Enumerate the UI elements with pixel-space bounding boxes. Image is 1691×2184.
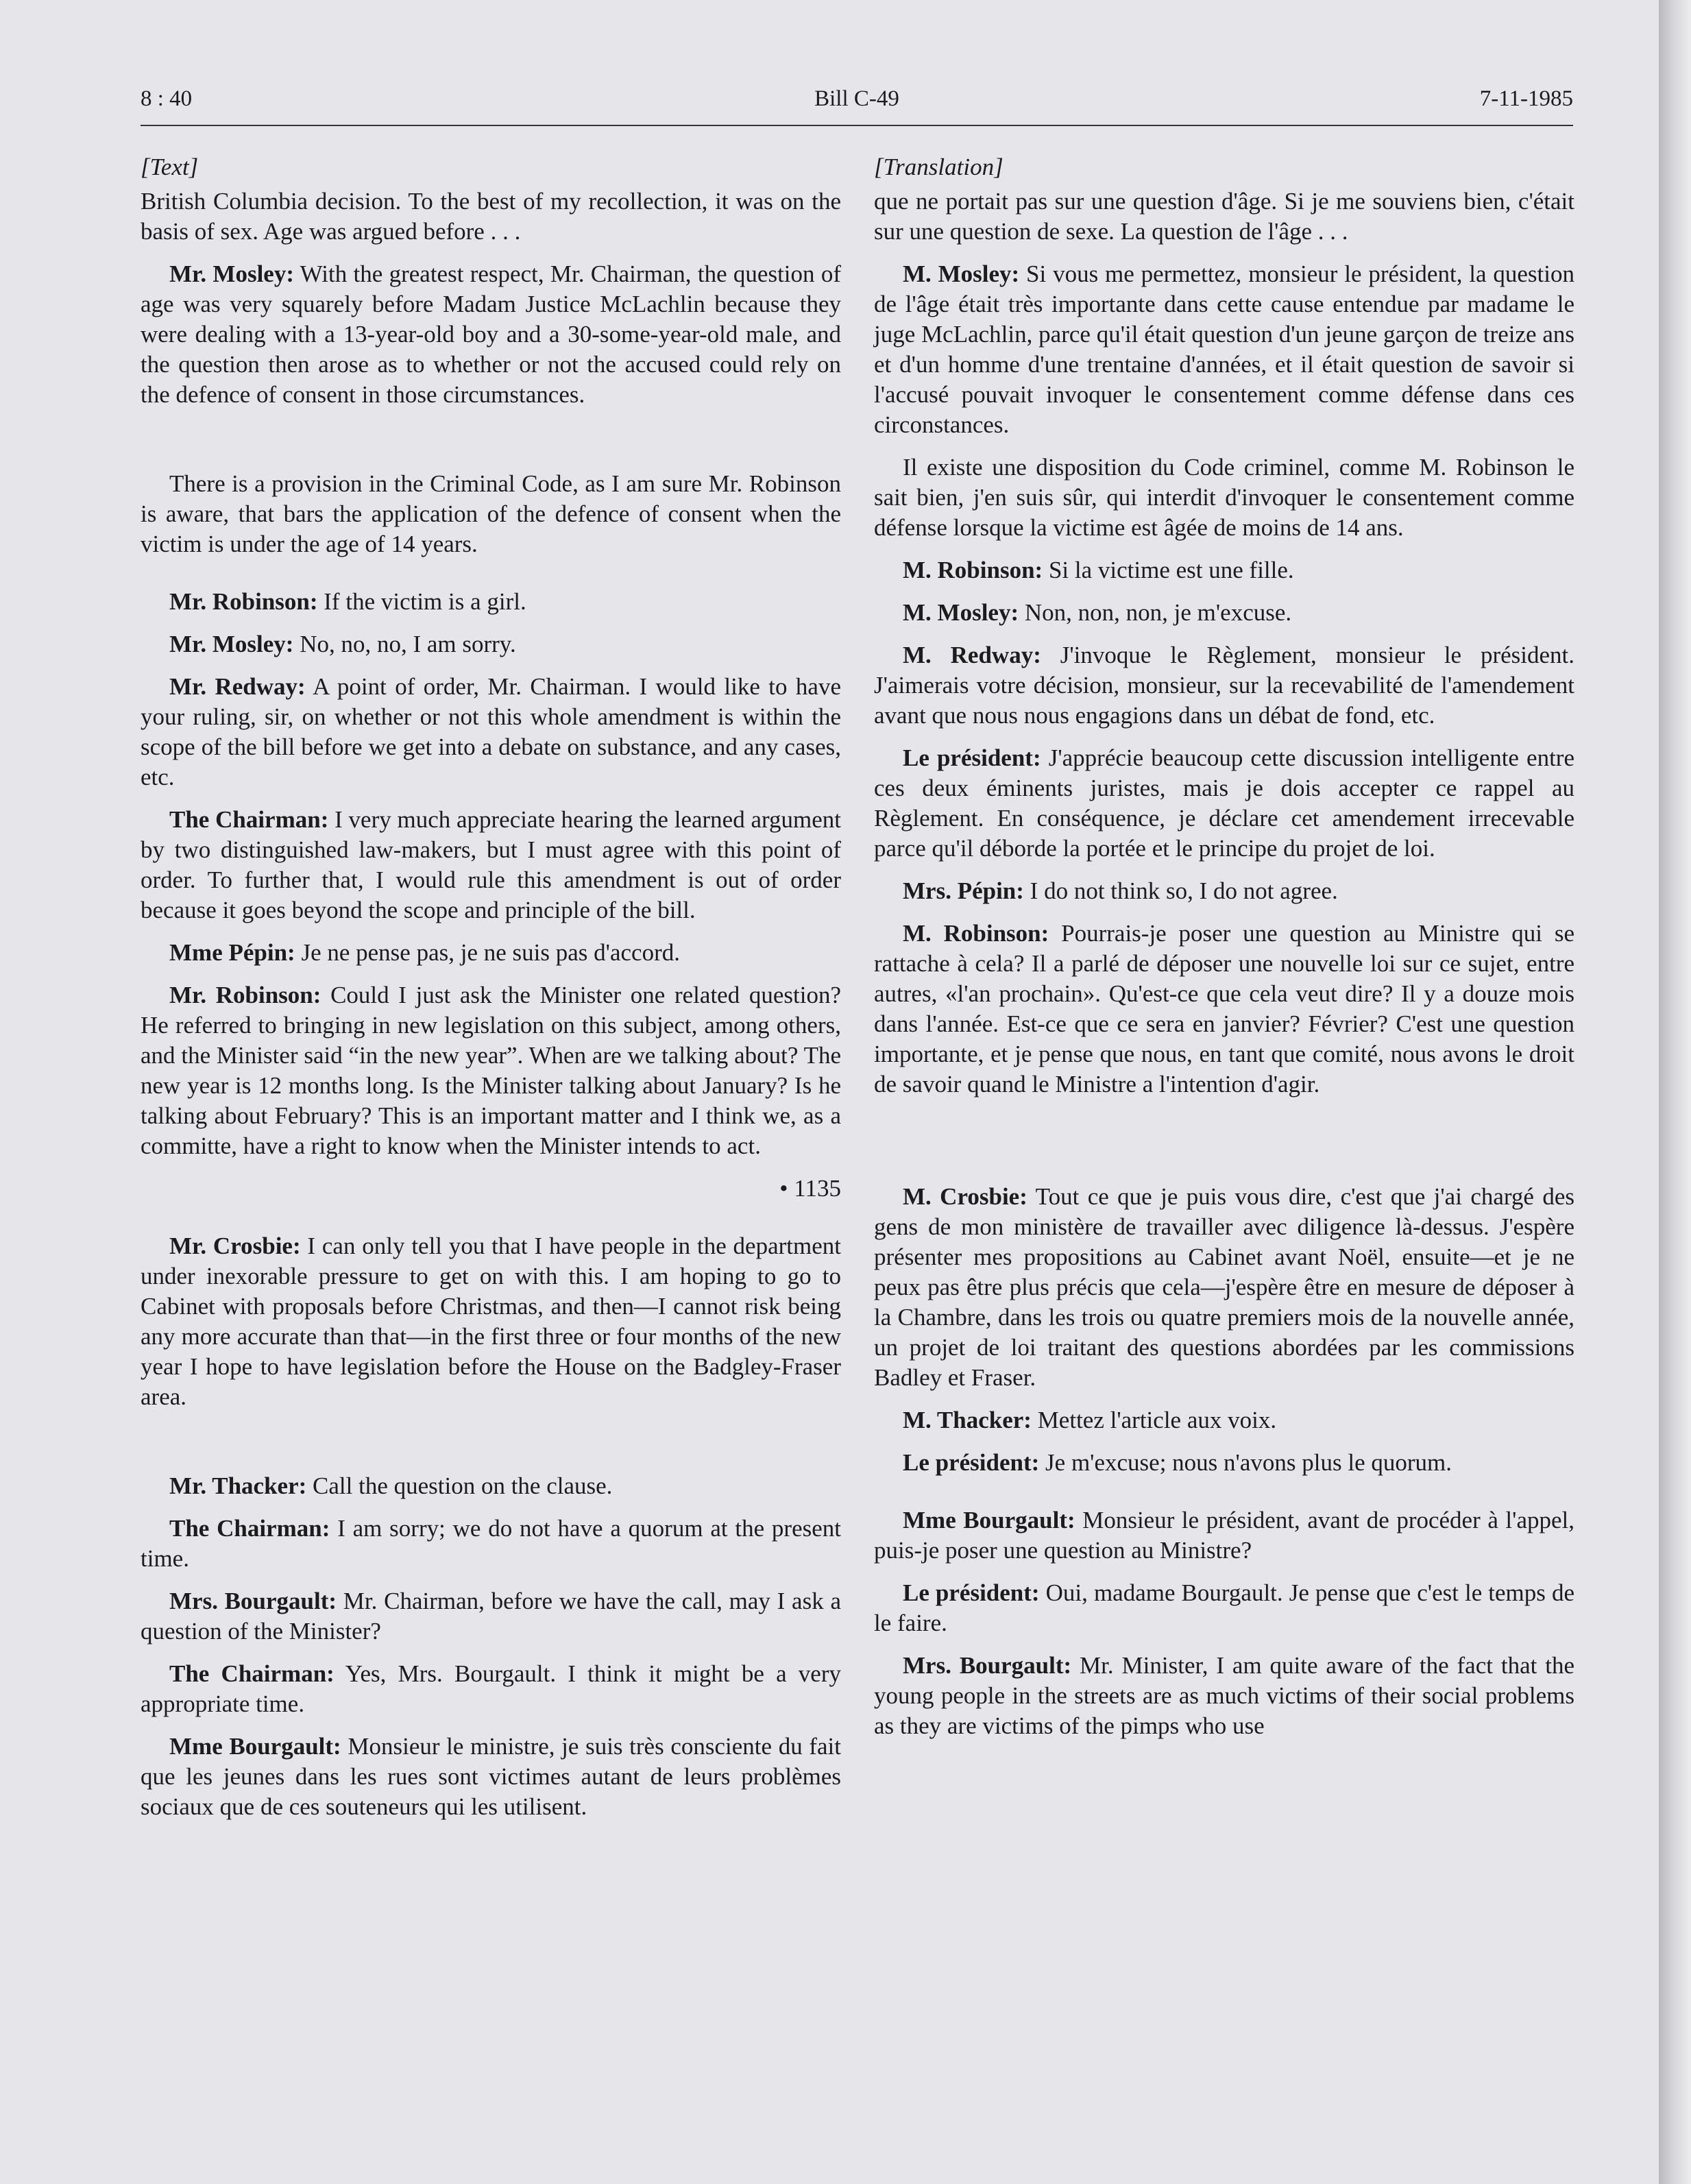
speech-text: Tout ce que je puis vous dire, c'est que j'ai chargé des gens de mon ministère de travailler avec diligence là-dessus. J'espère présenter mes propositions au Cabinet avant Noël, ensuite—et je ne peux pas être plus précis que cela—j'espère être en mesure de déposer à la Chambre, dans les trois ou quatre premiers mois de la nouvelle année, un projet de loi traitant des questions abordées par les commissions Badley et Fraser. — [874, 1183, 1574, 1391]
paragraph — [141, 938, 841, 968]
speech-text: Monsieur le ministre, je suis très consciente du fait que les jeunes dans les rues sont victimes autant de leurs problèmes sociaux que de ces souteneurs qui les utilisent. — [141, 1733, 841, 1820]
speaker-name: Mr. Redway: — [169, 673, 306, 700]
speaker-name: Mme Bourgault: — [903, 1507, 1075, 1533]
paragraph: Il existe une disposition du Code criminel, comme M. Robinson le sait bien, j'en suis sûr, qui interdit d'invoquer le consentement comme défense lorsque la victime est âgée de moins de 14 ans. — [874, 454, 1574, 541]
speech-text: Could I just ask the Minister one related question? He referred to bringing in new legislation on this subject, among others, and the Minister said “in the new year”. When are we talking about? The new year is 12 months long. Is the Minister talking about January? Is he talking about February? This is an important matter and I think we, as a committe, have a right to know when the Minister intends to act. — [141, 982, 841, 1159]
paragraph — [874, 259, 1574, 440]
speech-text: Si la victime est une fille. — [1043, 557, 1294, 583]
column-label: [Text] — [141, 154, 199, 180]
speech-text: I can only tell you that I have people in the department under inexorable pressure to get on with this. I am hoping to go to Cabinet with proposals before Christmas, and then—I cannot risk being any more accurate than that—in the first three or four months of the new year I hope to have legislation before the House on the Badgley-Fraser area. — [141, 1233, 841, 1410]
speech-text: Je m'excuse; nous n'avons plus le quorum. — [1039, 1449, 1452, 1476]
speech-text: Si vous me permettez, monsieur le président, la question de l'âge était très importante dans cette cause entendue par madame le juge McLachlin, parce qu'il était question d'un jeune garçon de treize ans et d'un homme d'une trentaine d'années, et il était question de savoir si l'accusé pouvait invoquer le consentement comme défense dans ces circonstances. — [874, 260, 1574, 438]
paragraph — [874, 1405, 1574, 1435]
paragraph — [874, 555, 1574, 585]
speech-text: Monsieur le président, avant de procéder à l'appel, puis-je poser une question au Ministre? — [874, 1507, 1574, 1564]
speech-text: I am sorry; we do not have a quorum at the present time. — [141, 1515, 841, 1572]
paragraph: There is a provision in the Criminal Code, as I am sure Mr. Robinson is aware, that bars the application of the defence of consent when the victim is under the age of 14 years. — [141, 470, 841, 557]
paragraph — [141, 672, 841, 792]
paragraph — [874, 1448, 1574, 1478]
speech-text: Pourrais-je poser une question au Ministre qui se rattache à cela? Il a parlé de déposer une nouvelle loi sur ce sujet, entre autres, «l'an prochain». Qu'est-ce que cela veut dire? Il y a douze mois dans l'année. Est-ce que ce sera en janvier? Février? C'est une question importante, et je pense que nous, en tant que comité, nous avons le droit de savoir quand le Ministre a l'intention d'agir. — [874, 920, 1574, 1097]
speech-text: No, no, no, I am sorry. — [293, 631, 516, 657]
speaker-name: The Chairman: — [169, 1515, 330, 1542]
speaker-name: Mr. Mosley: — [169, 631, 294, 657]
speech-text: Call the question on the clause. — [306, 1472, 613, 1499]
speech-text: With the greatest respect, Mr. Chairman, the question of age was very squarely before Madam Justice McLachlin because they were dealing with a 13-year-old boy and a 30-some-year-old male, and the question then arose as to whether or not the accused could rely on the defence of consent in those circumstances. — [141, 260, 841, 408]
paragraph — [874, 1182, 1574, 1393]
paragraph — [141, 980, 841, 1161]
speaker-name: Mme Pépin: — [169, 939, 295, 966]
speaker-name: M. Mosley: — [903, 599, 1019, 626]
speaker-name: Mr. Thacker: — [169, 1472, 307, 1499]
speaker-name: Mrs. Pépin: — [903, 877, 1024, 904]
speaker-name: M. Robinson: — [903, 557, 1043, 583]
speaker-name: Mrs. Bourgault: — [903, 1652, 1072, 1679]
speaker-name: Mr. Crosbie: — [169, 1233, 301, 1259]
page-header — [141, 86, 1573, 129]
speaker-name: Le président: — [903, 744, 1041, 771]
paragraph — [141, 1471, 841, 1501]
speech-text: I very much appreciate hearing the learned argument by two distinguished law-makers, but I must agree with this point of order. To further that, I would rule this amendment is out of order because it goes beyond the scope and principle of the bill. — [141, 806, 841, 923]
speaker-name: M. Redway: — [903, 642, 1041, 668]
paragraph — [874, 598, 1574, 628]
speaker-name: The Chairman: — [169, 806, 329, 833]
paragraph: British Columbia decision. To the best of my recollection, it was on the basis of sex. Age was argued before . . . — [141, 188, 841, 245]
speaker-name: Mr. Robinson: — [169, 588, 318, 615]
speaker-name: Mr. Mosley: — [169, 260, 294, 287]
speaker-name: M. Robinson: — [903, 920, 1049, 947]
english-column — [141, 152, 841, 1822]
speech-text: Mr. Minister, I am quite aware of the fact that the young people in the streets are as much victims of their social problems as they are victims of the pimps who use — [874, 1652, 1574, 1739]
speaker-name: The Chairman: — [169, 1660, 334, 1687]
speaker-name: Mrs. Bourgault: — [169, 1588, 337, 1614]
speech-text: J'apprécie beaucoup cette discussion intelligente entre ces deux éminents juristes, mais je dois accepter ce rappel au Règlement. En conséquence, je déclare cet amendement irrecevable parce qu'il déborde la portée et le principe du projet de loi. — [874, 744, 1574, 862]
paragraph — [874, 919, 1574, 1100]
paragraph — [141, 805, 841, 925]
speaker-name: Le président: — [903, 1449, 1040, 1476]
speech-text: Mr. Chairman, before we have the call, may I ask a question of the Minister? — [141, 1588, 841, 1645]
speech-text: Yes, Mrs. Bourgault. I think it might be a very appropriate time. — [141, 1660, 841, 1717]
paragraph — [141, 629, 841, 659]
speech-text: A point of order, Mr. Chairman. I would like to have your ruling, sir, on whether or not this whole amendment is within the scope of the bill before we get into a debate on substance, and any cases, etc. — [141, 673, 841, 790]
header-rule — [141, 125, 1573, 126]
paragraph — [874, 640, 1574, 731]
paragraph — [874, 1651, 1574, 1741]
paragraph — [141, 1231, 841, 1412]
speech-text: Oui, madame Bourgault. Je pense que c'est le temps de le faire. — [874, 1579, 1574, 1636]
speaker-name: M. Crosbie: — [903, 1183, 1027, 1210]
header-date: 7-11-1985 — [1479, 86, 1573, 111]
page-number: 8 : 40 — [141, 86, 193, 111]
speech-text: J'invoque le Règlement, monsieur le président. J'aimerais votre décision, monsieur, sur la recevabilité de l'amendement avant que nous nous engagions dans un débat de fond, etc. — [874, 642, 1574, 729]
paragraph — [141, 587, 841, 617]
paragraph — [874, 1505, 1574, 1566]
speech-text: I do not think so, I do not agree. — [1023, 877, 1338, 904]
speech-text: Non, non, non, je m'excuse. — [1019, 599, 1292, 626]
speech-text: Je ne pense pas, je ne suis pas d'accord. — [295, 939, 680, 966]
paragraph — [141, 1586, 841, 1647]
speaker-name: M. Mosley: — [903, 260, 1020, 287]
french-column — [874, 152, 1574, 1741]
paragraph — [874, 1578, 1574, 1638]
paragraph — [874, 876, 1574, 906]
column-label: [Translation] — [874, 154, 1003, 180]
speaker-name: M. Thacker: — [903, 1407, 1032, 1433]
paragraph — [874, 743, 1574, 864]
paragraph — [141, 259, 841, 410]
page-edge — [1659, 0, 1691, 2184]
paragraph — [141, 1514, 841, 1574]
speech-text: If the victim is a girl. — [317, 588, 526, 615]
paragraph — [141, 1732, 841, 1822]
speech-text: Mettez l'article aux voix. — [1031, 1407, 1277, 1433]
speaker-name: Mr. Robinson: — [169, 982, 321, 1008]
bill-title: Bill C-49 — [814, 86, 899, 111]
time-marker: • 1135 — [779, 1175, 841, 1202]
speaker-name: Le président: — [903, 1579, 1040, 1606]
paragraph: que ne portait pas sur une question d'âge. Si je me souviens bien, c'était sur une question de sexe. La question de l'âge . . . — [874, 188, 1574, 245]
paragraph — [141, 1659, 841, 1719]
speaker-name: Mme Bourgault: — [169, 1733, 341, 1760]
